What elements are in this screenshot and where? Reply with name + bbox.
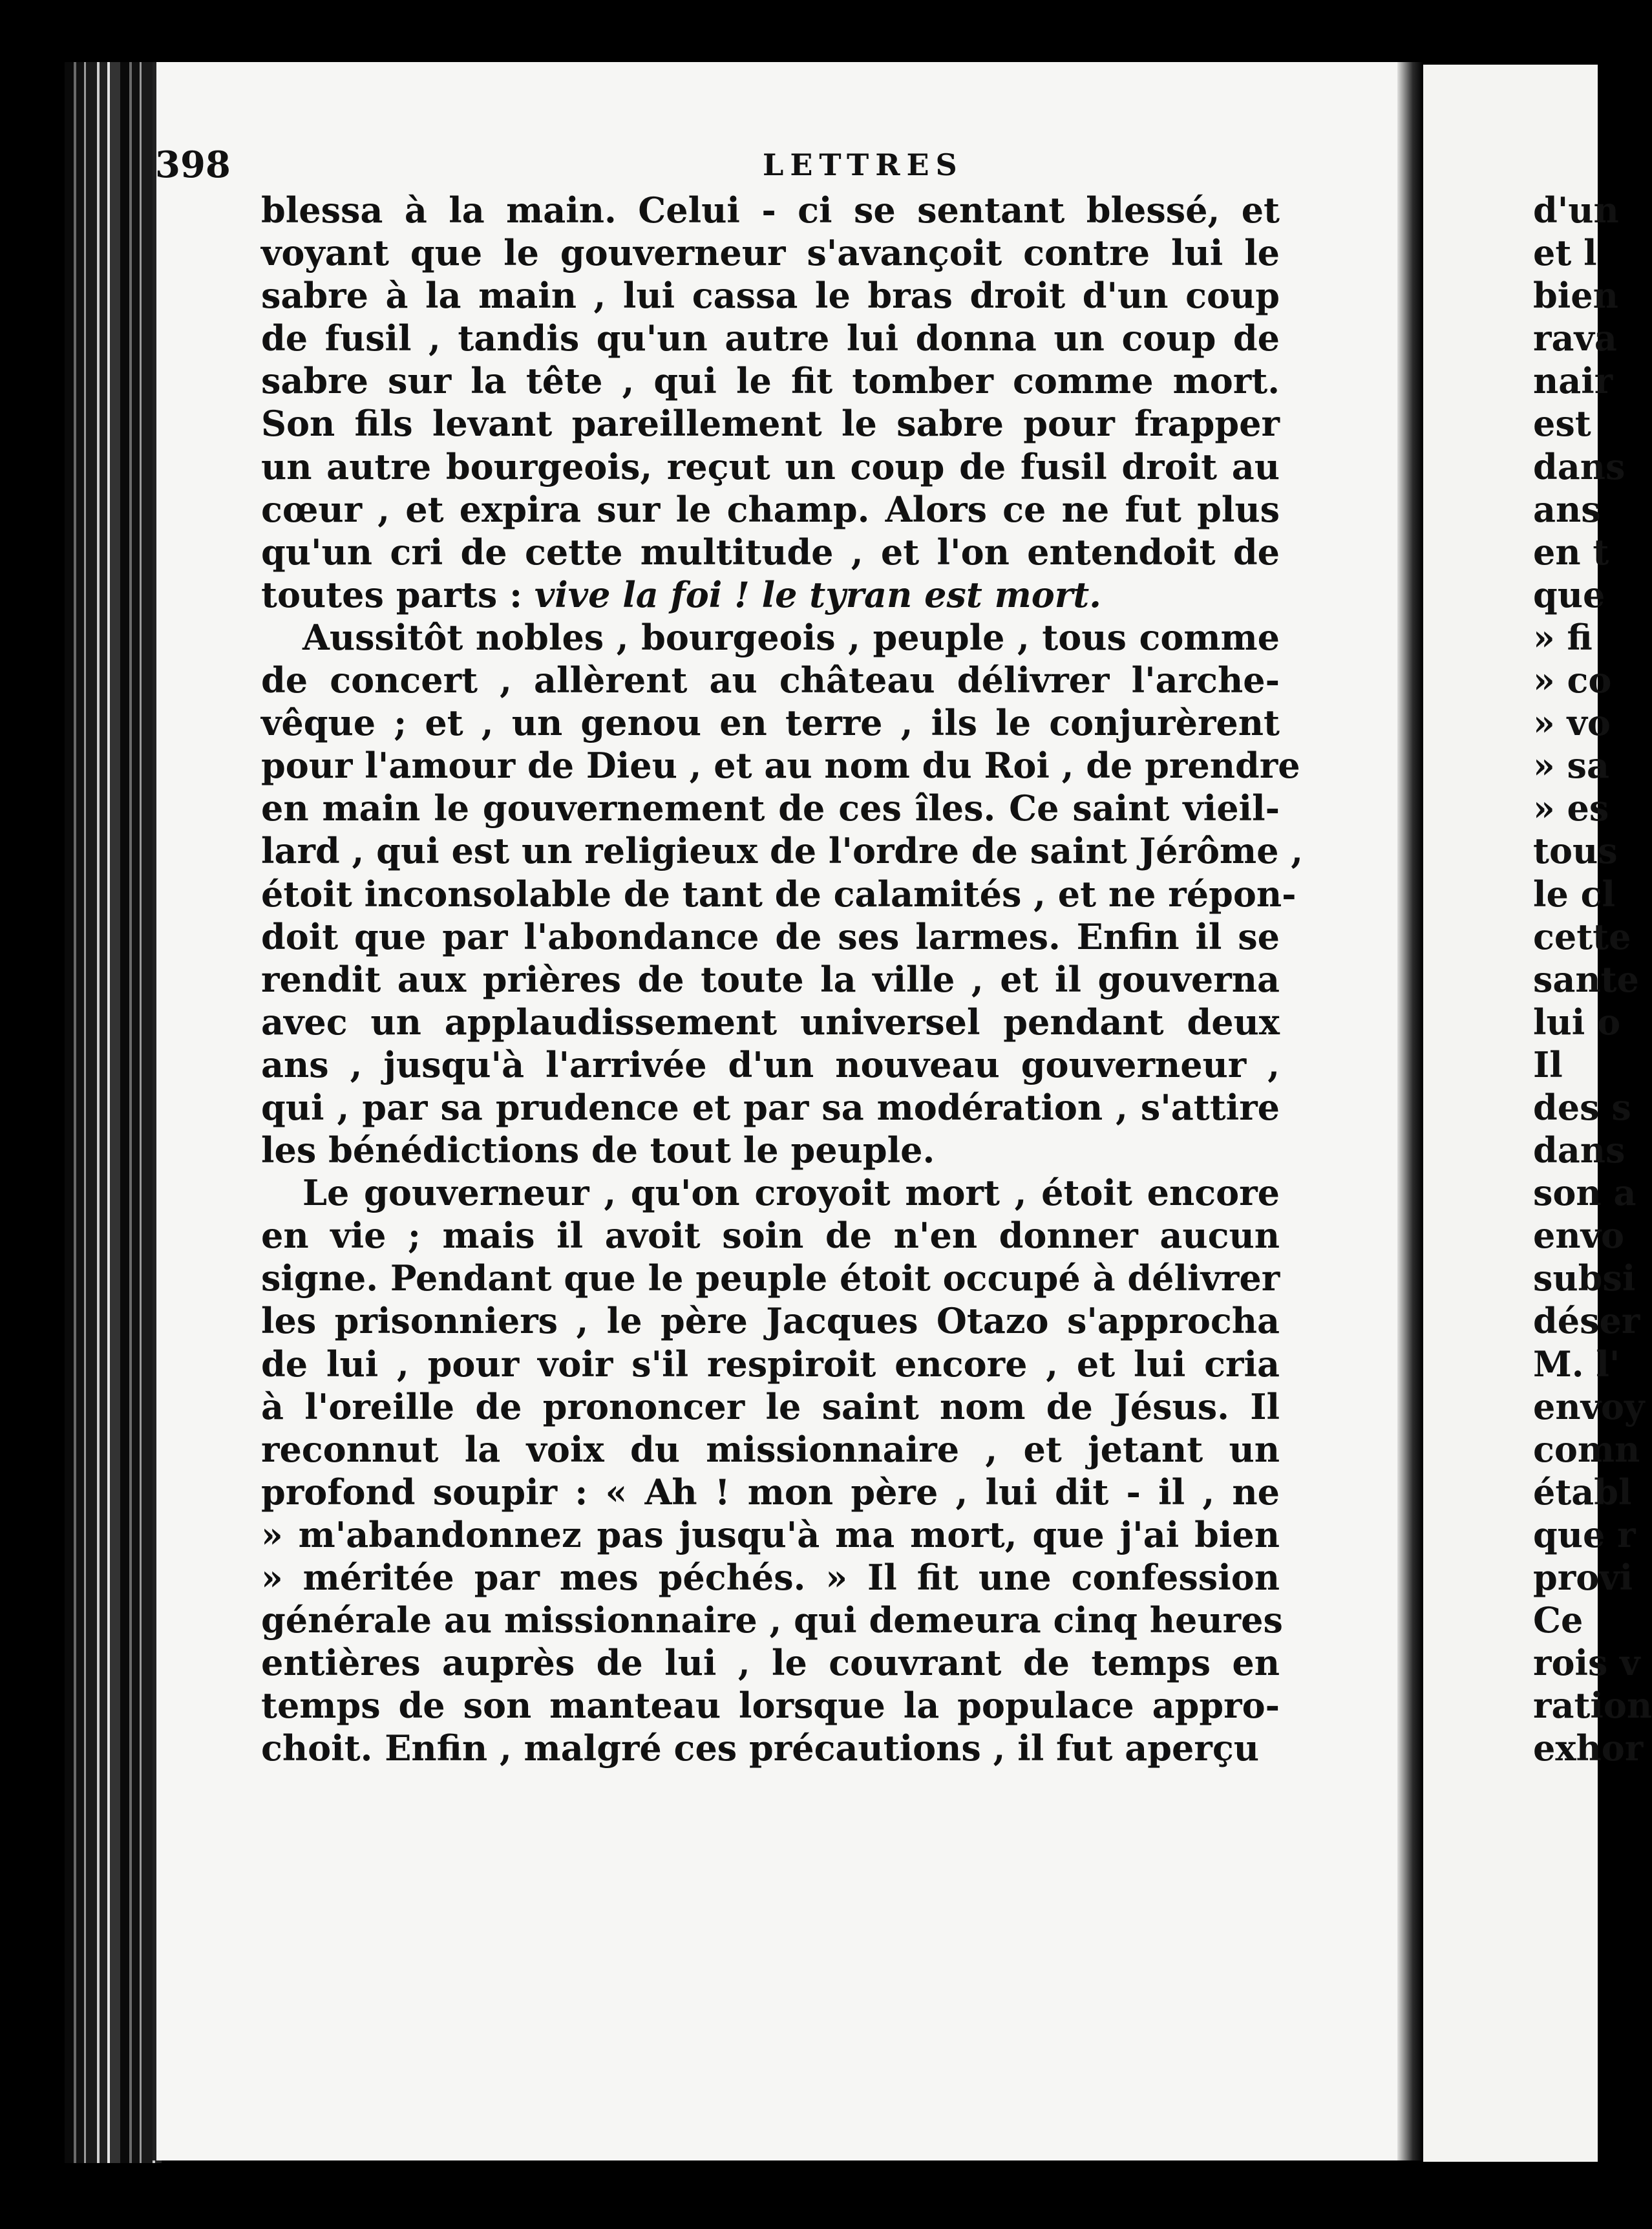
right-text-fragment: son a	[1533, 1172, 1636, 1214]
text-line-content: qu'un cri de cette multitude , et l'on entendoit de	[261, 531, 1280, 573]
right-text-fragment: exhor	[1533, 1727, 1644, 1769]
text-line-content: Le gouverneur , qu'on croyoit mort , étoit encore	[302, 1172, 1280, 1214]
right-text-fragment: M. l'	[1533, 1343, 1620, 1385]
text-line	[261, 1513, 1280, 1556]
right-page-text-fragments	[1533, 189, 1652, 1769]
text-line-content: pour l'amour de Dieu , et au nom du Roi , de prendre	[261, 745, 1300, 787]
text-line	[261, 744, 1300, 787]
right-text-fragment: » es	[1533, 787, 1609, 829]
text-line	[261, 915, 1280, 958]
text-line-content: Aussitôt nobles , bourgeois , peuple , tous comme	[302, 616, 1280, 658]
text-line	[261, 1556, 1280, 1599]
right-text-fragment: sante	[1533, 958, 1639, 1000]
text-line	[261, 1385, 1280, 1428]
right-text-fragment: comn	[1533, 1428, 1640, 1470]
text-line	[261, 1214, 1280, 1257]
right-text-fragment: tous	[1533, 830, 1618, 872]
text-line-content: sabre à la main , lui cassa le bras droit d'un coup	[261, 275, 1280, 317]
text-line-content: avec un applaudissement universel pendant deux	[261, 1001, 1280, 1043]
text-line-content: choit. Enfin , malgré ces précautions , il fut aperçu	[261, 1727, 1259, 1769]
text-line-content: blessa à la main. Celui - ci se sentant blessé, et	[261, 189, 1280, 231]
right-text-fragment: rava	[1533, 317, 1617, 359]
text-line-content: générale au missionnaire , qui demeura cinq heures	[261, 1599, 1283, 1641]
right-text-fragment: Il	[1533, 1043, 1563, 1085]
text-line	[261, 531, 1280, 573]
right-text-fragment: » vo	[1533, 702, 1611, 744]
page-number: 398	[155, 144, 231, 186]
text-line	[261, 1599, 1283, 1641]
text-line	[261, 1343, 1280, 1385]
right-text-fragment: dans	[1533, 445, 1626, 487]
text-line	[261, 1471, 1280, 1513]
right-text-fragment: » sa	[1533, 745, 1609, 787]
right-text-fragment: établ	[1533, 1471, 1632, 1513]
right-text-fragment: subsi	[1533, 1257, 1636, 1299]
text-line-content: en vie ; mais il avoit soin de n'en donner aucun	[261, 1215, 1280, 1257]
text-line-content: vêque ; et , un genou en terre , ils le conjurèrent	[261, 702, 1280, 744]
text-line-content: de fusil , tandis qu'un autre lui donna un coup de	[261, 317, 1280, 359]
text-line-content: profond soupir : « Ah ! mon père , lui dit - il , ne	[261, 1471, 1280, 1513]
page-gutter	[1397, 62, 1423, 2160]
right-text-fragment: ration	[1533, 1685, 1652, 1727]
text-line-content: cœur , et expira sur le champ. Alors ce ne fut plus	[261, 488, 1280, 530]
text-line	[261, 189, 1280, 231]
right-text-fragment: lui o	[1533, 1001, 1621, 1043]
right-text-fragment: cette	[1533, 915, 1631, 957]
right-text-fragment: » co	[1533, 659, 1612, 701]
text-line	[261, 1001, 1280, 1043]
right-text-fragment: Ce	[1533, 1599, 1583, 1641]
text-line-content: sabre sur la tête , qui le fit tomber comme mort.	[261, 360, 1280, 402]
right-text-fragment: dans	[1533, 1129, 1626, 1171]
text-line	[261, 402, 1280, 445]
text-line	[261, 1043, 1280, 1086]
right-text-fragment: en t	[1533, 531, 1609, 573]
text-line	[261, 1641, 1280, 1684]
text-line-content: doit que par l'abondance de ses larmes. Enfin il se	[261, 915, 1280, 957]
italic-exclamation: vive la foi ! le tyran est mort.	[534, 573, 1101, 615]
right-text-fragment: le cl	[1533, 873, 1616, 915]
text-line	[261, 359, 1280, 402]
text-line-content: lard , qui est un religieux de l'ordre de saint Jérôme ,	[261, 830, 1304, 872]
text-line	[261, 573, 1280, 616]
text-line-content: » méritée par mes péchés. » Il fit une confession	[261, 1557, 1280, 1598]
right-text-fragment: provi	[1533, 1557, 1633, 1598]
right-text-fragment: est	[1533, 403, 1591, 445]
running-title: LETTRES	[763, 147, 964, 182]
right-text-fragment: déser	[1533, 1300, 1640, 1342]
text-line	[261, 787, 1280, 829]
text-line	[261, 1129, 1280, 1171]
text-line	[261, 488, 1280, 531]
book-binding-edge	[65, 62, 162, 2163]
right-text-fragment: que r	[1533, 1513, 1636, 1555]
text-line	[261, 829, 1304, 872]
text-line-content: étoit inconsolable de tant de calamités , et ne répon-	[261, 873, 1297, 915]
text-line-content: en main le gouvernement de ces îles. Ce saint vieil-	[261, 787, 1280, 829]
right-text-fragment: nair	[1533, 360, 1613, 402]
right-text-fragment: rois v	[1533, 1642, 1640, 1684]
text-line	[261, 958, 1280, 1001]
text-line	[261, 701, 1280, 744]
text-line	[261, 1299, 1280, 1342]
text-line	[261, 274, 1280, 317]
text-line-content: les prisonniers , le père Jacques Otazo s'approcha	[261, 1300, 1280, 1342]
text-line-content: les bénédictions de tout le peuple.	[261, 1129, 935, 1171]
right-text-fragment: bien	[1533, 275, 1618, 317]
text-line-content: Son fils levant pareillement le sabre pour frapper	[261, 403, 1280, 445]
text-line-content: qui , par sa prudence et par sa modération , s'attire	[261, 1086, 1280, 1128]
right-text-fragment: envo	[1533, 1215, 1625, 1257]
text-line-content: signe. Pendant que le peuple étoit occupé à délivrer	[261, 1257, 1280, 1299]
text-line	[261, 616, 1280, 659]
text-line	[261, 659, 1280, 701]
text-line-content: de lui , pour voir s'il respiroit encore , et lui cria	[261, 1343, 1280, 1385]
right-text-fragment: » fi	[1533, 616, 1593, 658]
text-line-content: de concert , allèrent au château délivrer l'arche-	[261, 659, 1280, 701]
text-line-content: entières auprès de lui , le couvrant de temps en	[261, 1642, 1280, 1684]
text-line	[261, 1727, 1280, 1769]
text-line	[261, 231, 1280, 274]
left-page-text	[261, 189, 1304, 1769]
right-text-fragment: envoy	[1533, 1385, 1645, 1427]
text-line-content: à l'oreille de prononcer le saint nom de Jésus. Il	[261, 1385, 1280, 1427]
text-line-content: toutes parts :	[261, 573, 535, 615]
right-text-fragment: que	[1533, 573, 1605, 615]
text-line	[261, 1684, 1280, 1727]
right-text-fragment: ans	[1533, 488, 1601, 530]
text-line-content: temps de son manteau lorsque la populace appro-	[261, 1685, 1280, 1727]
text-line	[261, 317, 1280, 359]
text-line	[261, 873, 1297, 915]
text-line-content: reconnut la voix du missionnaire , et jetant un	[261, 1428, 1280, 1470]
text-line	[261, 1257, 1280, 1299]
text-line-content: » m'abandonnez pas jusqu'à ma mort, que j'ai bien	[261, 1513, 1280, 1555]
right-text-fragment: des s	[1533, 1086, 1631, 1128]
text-line	[261, 1086, 1280, 1129]
text-line-content: un autre bourgeois, reçut un coup de fusil droit au	[261, 445, 1280, 487]
text-line	[261, 1428, 1280, 1471]
text-line-content: voyant que le gouverneur s'avançoit contre lui le	[261, 232, 1280, 274]
text-line-content: rendit aux prières de toute la ville , et il gouverna	[261, 958, 1280, 1000]
text-line	[261, 1171, 1280, 1214]
right-text-fragment: d'un	[1533, 189, 1619, 231]
text-line	[261, 445, 1280, 488]
right-text-fragment: et l	[1533, 232, 1597, 274]
text-line-content: ans , jusqu'à l'arrivée d'un nouveau gouverneur ,	[261, 1043, 1280, 1085]
